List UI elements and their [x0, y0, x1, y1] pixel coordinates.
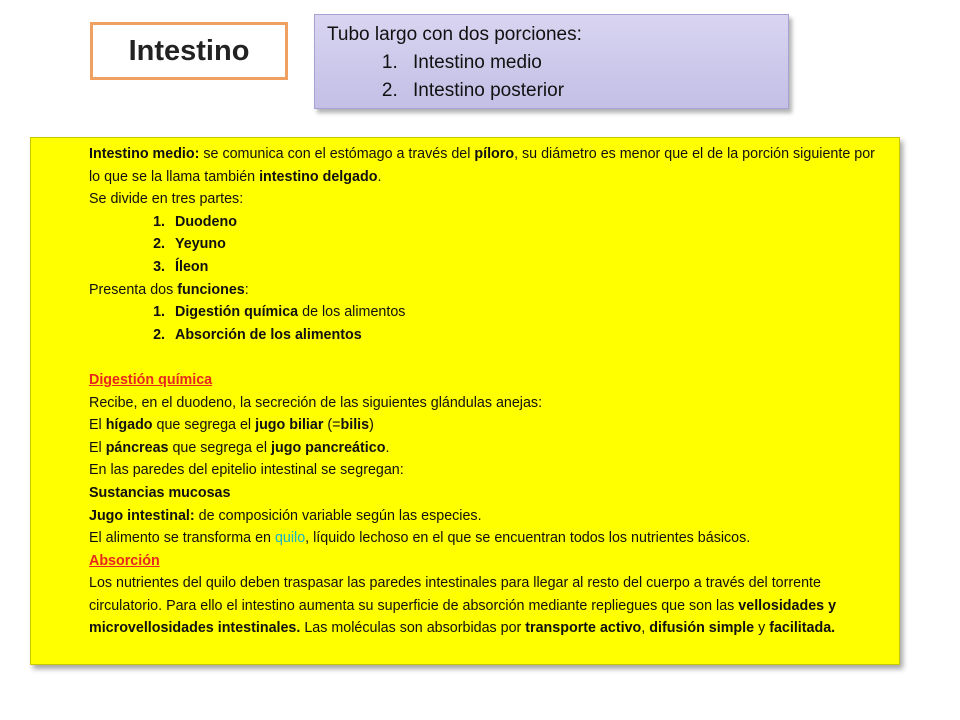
- spacer: [89, 346, 883, 369]
- pancreas-line: [89, 437, 883, 460]
- intro-paragraph: [89, 143, 883, 188]
- alimento-text-b: , líquido lechoso en el que se encuentran todos los nutrientes básicos.: [305, 530, 751, 547]
- functions-term: funciones: [177, 281, 245, 298]
- functions-text-c: :: [244, 281, 249, 298]
- intestino-delgado-term: intestino delgado: [259, 168, 378, 185]
- higado-term: hígado: [105, 417, 153, 434]
- abs-text-g: y: [754, 620, 770, 637]
- mucosas-term: Sustancias mucosas: [89, 484, 231, 501]
- function-digestion-rest: de los alimentos: [298, 304, 406, 321]
- summary-item-posterior: 2. Intestino posterior: [403, 77, 776, 105]
- higado-text-g: ): [369, 417, 374, 434]
- summary-heading: Tubo largo con dos porciones:: [327, 24, 582, 45]
- function-digestion: [169, 301, 883, 324]
- mucosas-line: [89, 482, 883, 505]
- pancreas-text-a: El: [89, 439, 106, 456]
- slide-title: Intestino: [128, 34, 250, 67]
- part-duodeno: 1. Duodeno: [169, 211, 883, 234]
- jugo-line: [89, 505, 883, 528]
- abs-text-a: Los nutrientes del quilo deben traspasar las paredes intestinales para llegar al resto del cuerpo a través del torrente circulatorio. Para ello el intestino aumenta su superficie de absorción mediante repliegues que son las: [89, 575, 821, 614]
- functions-text-a: Presenta dos: [89, 281, 178, 298]
- divide-text: Se divide en tres partes:: [89, 191, 244, 208]
- main-content-box: [30, 137, 900, 665]
- pancreas-text-c: que segrega el: [168, 439, 272, 456]
- summary-item-medio: 1. Intestino medio: [403, 49, 776, 77]
- alimento-line: [89, 527, 883, 550]
- recibe-text: Recibe, en el duodeno, la secreción de las siguientes glándulas anejas:: [89, 394, 543, 411]
- piloro-term: píloro: [474, 146, 515, 162]
- parts-list: [89, 211, 883, 279]
- digestion-section-title: [89, 369, 883, 392]
- jugo-text: de composición variable según las especies.: [194, 507, 482, 524]
- higado-text-c: que segrega el: [152, 417, 256, 434]
- pancreas-text-e: .: [385, 439, 390, 456]
- intro-text-c: .: [377, 168, 382, 185]
- summary-box: [314, 14, 789, 109]
- part-ileon: 3. Íleon: [169, 256, 883, 279]
- abs-text-e: ,: [641, 620, 650, 637]
- digestion-title: Digestión química: [89, 371, 213, 388]
- higado-text-e: (=: [323, 417, 341, 434]
- absorcion-section-title: [89, 550, 883, 573]
- pancreas-term: páncreas: [105, 439, 169, 456]
- function-absorcion: 2. Absorción de los alimentos: [169, 324, 883, 347]
- intro-text-b: , su diámetro es menor que el de la porción siguiente por lo que se la llama también: [89, 146, 875, 185]
- abs-text-c: Las moléculas son absorbidas por: [300, 620, 526, 637]
- jugo-pancreatico-term: jugo pancreático: [271, 439, 386, 456]
- summary-list: [327, 49, 776, 105]
- jugo-intestinal-term: Jugo intestinal:: [89, 507, 195, 524]
- absorcion-paragraph: [89, 572, 883, 640]
- transporte-activo-term: transporte activo: [525, 620, 642, 637]
- functions-list: [89, 301, 883, 346]
- functions-text: [89, 279, 883, 302]
- jugo-biliar-term: jugo biliar: [255, 417, 324, 434]
- higado-text-a: El: [89, 417, 106, 434]
- intro-text-a: se comunica con el estómago a través del: [199, 146, 475, 162]
- paredes-text: En las paredes del epitelio intestinal se segregan:: [89, 462, 404, 479]
- difusion-simple-term: difusión simple: [649, 620, 755, 637]
- higado-line: [89, 414, 883, 437]
- part-yeyuno: 2. Yeyuno: [169, 233, 883, 256]
- intro-label: Intestino medio:: [89, 146, 200, 162]
- facilitada-term: facilitada.: [769, 620, 836, 637]
- alimento-text-a: El alimento se transforma en: [89, 530, 275, 547]
- absorcion-title: Absorción: [89, 552, 160, 569]
- vellosidades-term: vellosidades y microvellosidades intestinales.: [89, 597, 837, 637]
- quilo-term: quilo: [274, 530, 306, 547]
- function-digestion-bold: Digestión química: [175, 304, 299, 321]
- bilis-term: bilis: [340, 417, 370, 434]
- title-box: [90, 22, 288, 80]
